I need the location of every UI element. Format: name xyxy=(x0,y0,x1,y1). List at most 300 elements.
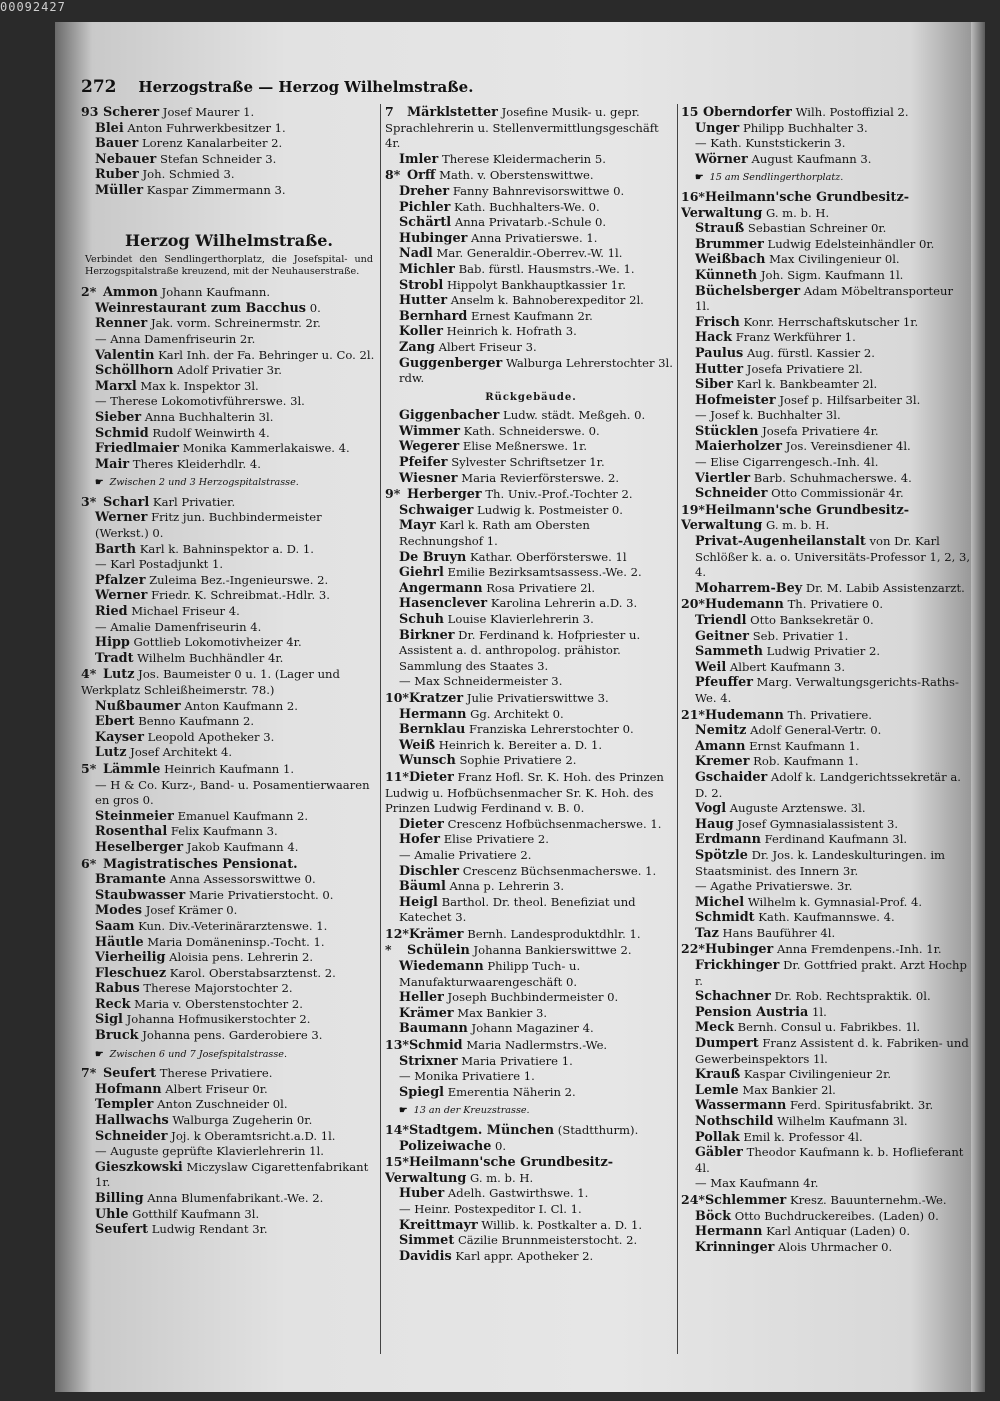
directory-entry xyxy=(681,770,971,801)
resident-details: Philipp Buchhalter 3. xyxy=(742,120,868,135)
directory-entry xyxy=(81,588,377,604)
directory-entry xyxy=(81,494,377,511)
resident-name: Hermann xyxy=(695,1224,763,1240)
directory-entry xyxy=(681,879,971,895)
directory-entry xyxy=(385,455,677,471)
resident-name: Orff xyxy=(407,168,436,184)
directory-entry xyxy=(681,895,971,911)
resident-details: Jakob Kaufmann 4. xyxy=(186,839,299,854)
resident-name: Nußbaumer xyxy=(95,698,181,714)
directory-entry xyxy=(385,1202,677,1218)
resident-details: Karl Inh. der Fa. Behringer u. Co. 2l. xyxy=(158,347,375,362)
resident-details: Ludwig Rendant 3r. xyxy=(151,1222,268,1237)
resident-details: Rosa Privatiere 2l. xyxy=(486,580,596,595)
resident-details: 0. xyxy=(309,300,321,315)
resident-name: Büchelsberger xyxy=(695,283,801,299)
resident-name: Bäuml xyxy=(399,879,446,895)
resident-name: Uhle xyxy=(95,1206,129,1222)
resident-details: Auguste Arztenswe. 3l. xyxy=(729,801,866,816)
resident-details: Jos. Baumeister 0 u. 1. (Lager und Werkplatz Schleißheimerstr. 78.) xyxy=(81,667,340,697)
directory-entry xyxy=(81,167,377,183)
resident-details: Benno Kaufmann 2. xyxy=(138,714,255,729)
resident-details: von Dr. Karl Schlößer k. a. o. Universitäts-Professor 1, 2, 3, 4. xyxy=(695,534,971,580)
resident-name: Nothschild xyxy=(695,1114,774,1129)
page-edge xyxy=(971,22,985,1392)
resident-name: Saam xyxy=(95,918,135,934)
resident-details: Gg. Architekt 0. xyxy=(470,706,564,721)
scan-id-label: 00092427 xyxy=(0,0,66,14)
resident-name: Kremer xyxy=(695,754,750,770)
directory-entry xyxy=(681,832,971,848)
directory-entry xyxy=(681,644,971,660)
directory-entry xyxy=(81,316,377,332)
resident-name: Weiß xyxy=(399,737,436,753)
resident-details: Max Bankier 2l. xyxy=(742,1082,836,1097)
pointing-hand-icon: ☛ xyxy=(399,1105,408,1117)
resident-details: Willib. k. Postkalter a. D. 1. xyxy=(481,1217,643,1232)
resident-details: Josef k. Buchhalter 3l. xyxy=(710,408,841,423)
resident-details: Mar. Generaldir.-Oberrev.-W. 1l. xyxy=(436,246,623,261)
resident-details: Philipp Tuch- u. Manufakturwaarengeschäft 0. xyxy=(399,959,581,989)
resident-name: Baumann xyxy=(399,1021,468,1037)
resident-details: Konr. Herrschaftskutscher 1r. xyxy=(743,314,919,329)
directory-entry xyxy=(681,1130,971,1146)
house-number: 21* xyxy=(681,706,705,722)
resident-name: Vierheilig xyxy=(95,950,166,966)
directory-entry xyxy=(681,1067,971,1083)
resident-name: Wegerer xyxy=(399,439,460,455)
resident-name: Seufert xyxy=(103,1066,156,1082)
house-number: 11* xyxy=(385,768,409,784)
resident-details: H & Co. Kurz-, Band- u. Posamentierwaaren en gros 0. xyxy=(95,777,370,808)
resident-details: Franz Assistent d. k. Fabriken- und Gewerbeinspektors 1l. xyxy=(695,1036,969,1066)
resident-details: Maria Revierförsterswe. 2. xyxy=(461,470,620,485)
resident-details: Michael Friseur 4. xyxy=(131,604,240,619)
resident-details: Hans Bauführer 4l. xyxy=(722,925,836,940)
resident-details: Franziska Lehrerstochter 0. xyxy=(469,722,634,737)
house-number: 6* xyxy=(81,855,97,871)
directory-entry xyxy=(385,1186,677,1202)
resident-details: 1l. xyxy=(812,1004,827,1019)
resident-details: Otto Buchdruckereibes. (Laden) 0. xyxy=(734,1208,939,1223)
resident-details: Kathar. Oberförsterswe. 1l xyxy=(469,549,627,564)
resident-name: Nebauer xyxy=(95,151,157,167)
resident-details: Ferd. Spiritusfabrikt. 3r. xyxy=(789,1098,934,1113)
directory-entry xyxy=(385,1154,677,1186)
resident-details: Ernst Kaufmann 1. xyxy=(749,738,860,753)
cross-street-note-text: 13 an der Kreuzstrasse. xyxy=(413,1105,530,1117)
resident-name: Heilmann'sche Grundbesitz-Verwaltung xyxy=(385,1155,614,1186)
resident-details: Johann Kaufmann. xyxy=(161,285,271,300)
resident-name: Moharrem-Bey xyxy=(695,580,803,596)
resident-name: Pfalzer xyxy=(95,572,146,588)
directory-entry xyxy=(385,167,677,184)
resident-name: Werner xyxy=(95,510,148,526)
resident-details: Karol. Oberstabsarztenst. 2. xyxy=(169,965,336,980)
resident-details: Theres Kleiderhdlr. 4. xyxy=(132,456,261,471)
directory-entry xyxy=(681,1145,971,1176)
repeat-dash: — xyxy=(695,1176,711,1191)
resident-name: Geitner xyxy=(695,628,750,644)
resident-details: Karolina Lehrerin a.D. 3. xyxy=(490,596,638,611)
house-number: 10* xyxy=(385,689,409,705)
resident-name: Künneth xyxy=(695,267,758,283)
directory-entry xyxy=(681,221,971,237)
house-number: 12* xyxy=(385,925,409,941)
directory-entry xyxy=(385,518,677,549)
directory-entry xyxy=(385,1006,677,1022)
house-number: 9* xyxy=(385,486,401,502)
repeat-dash: — xyxy=(95,777,111,792)
resident-details: Rudolf Weinwirth 4. xyxy=(152,425,270,440)
resident-details: Adolf Privatier 3r. xyxy=(177,363,282,378)
directory-entry xyxy=(81,699,377,715)
resident-name: Schmid xyxy=(408,1038,463,1054)
house-number: 24* xyxy=(681,1191,705,1207)
resident-name: Michler xyxy=(399,261,455,277)
directory-entry xyxy=(81,1129,377,1145)
directory-entry xyxy=(681,189,971,221)
directory-entry xyxy=(681,801,971,817)
repeat-dash: — xyxy=(95,394,111,409)
resident-name: Taz xyxy=(695,925,719,941)
resident-details: Emanuel Kaufmann 2. xyxy=(177,808,309,823)
directory-entry xyxy=(81,363,377,379)
resident-name: Giehrl xyxy=(399,565,444,581)
directory-entry xyxy=(681,121,971,137)
resident-name: Zang xyxy=(399,339,435,355)
resident-details: G. m. b. H. xyxy=(469,1170,534,1185)
resident-name: Davidis xyxy=(399,1248,452,1264)
resident-details: Zuleima Bez.-Ingenieurswe. 2. xyxy=(149,572,329,587)
directory-page xyxy=(55,22,985,1392)
resident-name: Dumpert xyxy=(695,1036,759,1052)
repeat-dash: — xyxy=(95,619,111,634)
resident-name: Hasenclever xyxy=(399,596,488,612)
directory-entry xyxy=(385,942,677,959)
resident-name: Blei xyxy=(95,120,124,136)
resident-name: Wimmer xyxy=(399,423,460,439)
repeat-dash: — xyxy=(95,557,111,572)
resident-name: Lemle xyxy=(695,1082,739,1098)
directory-entry xyxy=(81,426,377,442)
resident-name: Tradt xyxy=(95,650,134,666)
resident-name: Schlemmer xyxy=(704,1192,787,1208)
directory-entry xyxy=(81,966,377,982)
resident-name: Seufert xyxy=(95,1222,148,1238)
resident-name: Bernklau xyxy=(399,722,466,738)
resident-name: Krämer xyxy=(408,926,464,942)
resident-details: Joh. Schmied 3. xyxy=(142,167,235,182)
resident-details: Otto Commissionär 4r. xyxy=(771,486,904,501)
resident-name: Lutz xyxy=(103,667,135,683)
resident-name: Hofer xyxy=(399,832,441,848)
directory-entry xyxy=(385,565,677,581)
resident-details: Felix Kaufmann 3. xyxy=(170,824,278,839)
directory-entry xyxy=(385,246,677,262)
directory-entry xyxy=(681,346,971,362)
directory-entry xyxy=(385,215,677,231)
resident-details: Heinrich Kaufmann 1. xyxy=(164,761,295,776)
directory-entry xyxy=(385,1249,677,1265)
directory-entry xyxy=(681,1192,971,1209)
resident-name: Haug xyxy=(695,816,734,832)
directory-entry xyxy=(81,620,377,636)
directory-entry xyxy=(81,745,377,761)
directory-entry xyxy=(81,714,377,730)
resident-name: Nemitz xyxy=(695,723,747,739)
resident-name: Weinrestaurant zum Bacchus xyxy=(95,300,307,316)
directory-entry xyxy=(385,104,677,152)
directory-entry xyxy=(81,604,377,620)
directory-entry xyxy=(385,293,677,309)
resident-name: Viertler xyxy=(695,470,751,486)
resident-name: Scherer xyxy=(103,105,160,120)
directory-entry xyxy=(681,330,971,346)
resident-name: Imler xyxy=(399,151,439,167)
resident-details: Kath. Kaufmannswe. 4. xyxy=(758,910,895,925)
directory-entry xyxy=(681,613,971,629)
resident-name: Friedlmaier xyxy=(95,441,179,457)
building-subheading: Rückgebäude. xyxy=(485,391,577,403)
resident-name: Nadl xyxy=(399,246,433,262)
resident-details: Therese Lokomotivführerswe. 3l. xyxy=(110,394,305,409)
resident-name: Barth xyxy=(95,541,137,557)
directory-entry xyxy=(681,581,971,597)
resident-name: Strobl xyxy=(399,277,444,293)
resident-name: Ammon xyxy=(103,285,158,301)
directory-entry xyxy=(681,486,971,502)
resident-details: Josef Krämer 0. xyxy=(145,903,238,918)
resident-details: Th. Privatiere 0. xyxy=(787,597,884,612)
resident-details: Karl Postadjunkt 1. xyxy=(110,557,224,572)
resident-details: Agathe Privatierswe. 3r. xyxy=(710,879,853,894)
resident-details: Emerentia Näherin 2. xyxy=(447,1084,576,1099)
resident-details: Dr. M. Labib Assistenzarzt. xyxy=(805,580,965,595)
directory-entry xyxy=(81,1191,377,1207)
column-divider xyxy=(677,104,678,1354)
resident-details: Elise Privatiere 2. xyxy=(443,832,549,847)
resident-details: Stefan Schneider 3. xyxy=(159,151,277,166)
resident-details: Fritz jun. Buchbindermeister (Werkst.) 0. xyxy=(95,510,322,541)
resident-details: Emil k. Professor 4l. xyxy=(743,1129,863,1144)
directory-entry xyxy=(81,183,377,199)
directory-entry xyxy=(385,486,677,503)
directory-entry xyxy=(681,1209,971,1225)
directory-entry xyxy=(385,832,677,848)
directory-entry xyxy=(81,542,377,558)
directory-entry xyxy=(81,379,377,395)
resident-name: Simmet xyxy=(399,1233,455,1249)
house-number: 7* xyxy=(81,1065,97,1081)
directory-entry xyxy=(385,707,677,723)
resident-details: Josefa Privatiere 2l. xyxy=(746,361,863,376)
directory-entry xyxy=(385,817,677,833)
page-header-title: Herzogstraße — Herzog Wilhelmstraße. xyxy=(138,78,474,96)
directory-entry xyxy=(81,935,377,951)
directory-entry xyxy=(81,1012,377,1028)
directory-entry xyxy=(81,441,377,457)
resident-details: Anna Fremdenpens.-Inh. 1r. xyxy=(776,942,942,957)
resident-name: Stücklen xyxy=(695,423,759,439)
pointing-hand-icon: ☛ xyxy=(695,172,704,184)
resident-details: Math. v. Oberstenswittwe. xyxy=(439,168,594,183)
directory-entry xyxy=(81,1207,377,1223)
resident-details: Sebastian Schreiner 0r. xyxy=(747,221,887,236)
house-number: 15 xyxy=(681,104,699,119)
resident-name: Staubwasser xyxy=(95,887,186,903)
resident-name: Spiegl xyxy=(399,1084,445,1100)
resident-details: Anton Kaufmann 2. xyxy=(184,698,298,713)
directory-entry xyxy=(385,184,677,200)
resident-details: Josef Maurer 1. xyxy=(162,105,255,119)
directory-entry xyxy=(385,262,677,278)
directory-entry xyxy=(385,690,677,707)
resident-name: Templer xyxy=(95,1097,154,1113)
directory-entry xyxy=(81,761,377,778)
resident-name: Pfeifer xyxy=(399,455,448,471)
resident-details: (Stadtthurm). xyxy=(557,1123,639,1137)
resident-name: Bernhard xyxy=(399,308,468,324)
directory-entry xyxy=(81,635,377,651)
resident-details: Kath. Kunststickerin 3. xyxy=(710,136,846,151)
directory-entry xyxy=(681,408,971,424)
resident-details: Sylvester Schriftsetzer 1r. xyxy=(451,455,605,470)
resident-name: Hofmeister xyxy=(695,392,776,408)
directory-entry xyxy=(81,840,377,856)
resident-details: Ludwig Edelsteinhändler 0r. xyxy=(767,236,935,251)
resident-details: Johann Magaziner 4. xyxy=(471,1021,594,1036)
repeat-dash: — xyxy=(95,331,111,346)
resident-name: Wunsch xyxy=(399,753,456,769)
resident-details: Sophie Privatiere 2. xyxy=(459,753,577,768)
resident-name: Vogl xyxy=(695,801,727,817)
page-number: 272 xyxy=(81,77,117,97)
resident-name: Privat-Augenheilanstalt xyxy=(695,534,866,550)
directory-entry xyxy=(681,1005,971,1021)
resident-name: Werner xyxy=(95,588,148,604)
resident-name: Schmidt xyxy=(695,910,755,926)
resident-name: Rabus xyxy=(95,981,140,997)
resident-details: Albert Kaufmann 3. xyxy=(729,659,846,674)
resident-details: Josef p. Hilfsarbeiter 3l. xyxy=(779,392,921,407)
resident-name: Hipp xyxy=(95,635,130,651)
directory-entry xyxy=(385,674,677,690)
directory-entry xyxy=(81,1097,377,1113)
resident-details: Josef Gymnasialassistent 3. xyxy=(737,816,899,831)
directory-entry xyxy=(385,596,677,612)
directory-entry xyxy=(385,200,677,216)
directory-entry xyxy=(681,252,971,268)
resident-details: Karl k. Bankbeamter 2l. xyxy=(736,377,878,392)
resident-name: Koller xyxy=(399,324,443,340)
resident-details: Dr. Ferdinand k. Hofpriester u. Assistent a. d. anthropolog. prähistor. Sammlung des Staates 3. xyxy=(399,627,641,673)
directory-entry xyxy=(385,926,677,943)
directory-entry xyxy=(385,879,677,895)
resident-name: Hallwachs xyxy=(95,1113,169,1129)
resident-name: Giggenbacher xyxy=(399,408,500,424)
resident-details: Anna Privatierswe. 1. xyxy=(471,230,598,245)
directory-entry xyxy=(385,738,677,754)
resident-name: Scharl xyxy=(103,494,150,510)
resident-details: Franz Hofl. Sr. K. Hoh. des Prinzen Ludwig u. Hofbüchsenmacher Sr. K. Hoh. des Prinzen Ludwig Ferdinand v. B. 0. xyxy=(385,769,664,816)
resident-details: Joj. k Oberamtsricht.a.D. 1l. xyxy=(171,1128,336,1143)
resident-details: Wilh. Postoffizial 2. xyxy=(795,105,909,119)
directory-entry xyxy=(681,152,971,168)
resident-name: Pfeuffer xyxy=(695,675,753,691)
directory-entry xyxy=(81,1113,377,1129)
resident-details: Alois Uhrmacher 0. xyxy=(778,1239,893,1254)
resident-details: Jos. Vereinsdiener 4l. xyxy=(785,439,911,454)
directory-entry xyxy=(681,237,971,253)
resident-name: Sigl xyxy=(95,1012,123,1028)
resident-details: Anna p. Lehrerin 3. xyxy=(449,879,565,894)
resident-details: Gotthilf Kaufmann 3l. xyxy=(132,1206,260,1221)
directory-entry xyxy=(81,997,377,1013)
directory-entry xyxy=(385,1037,677,1054)
cross-street-note-text: 15 am Sendlingerthorplatz. xyxy=(709,172,844,184)
resident-details: Josefa Privatiere 4r. xyxy=(762,423,879,438)
directory-entry xyxy=(681,471,971,487)
house-number: 15* xyxy=(385,1154,409,1170)
directory-entry xyxy=(681,629,971,645)
resident-details: Max Kaufmann 4r. xyxy=(710,1176,819,1191)
directory-entry xyxy=(81,348,377,364)
resident-details: Dr. Gottfried prakt. Arzt Hochp r. xyxy=(695,958,967,988)
resident-details: Miczyslaw Cigarettenfabrikant 1r. xyxy=(95,1159,369,1190)
resident-name: Maierholzer xyxy=(695,439,783,455)
resident-details: Maria Privatiere 1. xyxy=(461,1053,573,1068)
directory-entry xyxy=(385,1085,677,1101)
directory-entry xyxy=(385,864,677,880)
resident-details: Johanna Bankierswittwe 2. xyxy=(473,943,632,958)
resident-name: De Bruyn xyxy=(399,549,467,565)
resident-name: Hubinger xyxy=(399,230,468,246)
directory-entry xyxy=(385,612,677,628)
directory-entry xyxy=(81,557,377,573)
resident-name: Krauß xyxy=(695,1067,741,1083)
directory-entry xyxy=(681,817,971,833)
directory-entry xyxy=(385,895,677,926)
repeat-dash: — xyxy=(695,136,711,151)
resident-details: Elise Cigarrengesch.-Inh. 4l. xyxy=(710,455,879,470)
resident-name: Wiedemann xyxy=(399,959,484,975)
resident-name: Heilmann'sche Grundbesitz-Verwaltung xyxy=(681,502,910,534)
repeat-dash: — xyxy=(399,1069,415,1084)
house-number: 3* xyxy=(81,493,97,509)
resident-name: Oberndorfer xyxy=(703,105,792,120)
house-number: 19* xyxy=(681,501,705,517)
directory-entry xyxy=(681,1020,971,1036)
resident-name: Schülein xyxy=(407,943,470,959)
resident-name: Dreher xyxy=(399,183,450,199)
directory-entry xyxy=(681,502,971,534)
directory-entry xyxy=(681,104,971,121)
resident-details: Dr. Jos. k. Landeskulturingen. im Staatsminist. des Innern 3r. xyxy=(695,847,946,878)
resident-details: Albert Friseur 3. xyxy=(438,339,537,354)
resident-name: Pollak xyxy=(695,1129,740,1145)
resident-name: Bramante xyxy=(95,872,167,888)
directory-entry xyxy=(681,315,971,331)
house-number: 22* xyxy=(681,941,705,957)
resident-details: Anton Fuhrwerkbesitzer 1. xyxy=(127,120,286,135)
resident-name: Pichler xyxy=(399,199,451,215)
resident-details: Anselm k. Bahnoberexpeditor 2l. xyxy=(450,293,644,308)
resident-details: Theodor Kaufmann k. b. Hoflieferant 4l. xyxy=(695,1145,964,1175)
resident-details: Ernest Kaufmann 2r. xyxy=(470,308,593,323)
directory-entry xyxy=(385,340,677,356)
resident-details: Franz Werkführer 1. xyxy=(735,330,856,345)
